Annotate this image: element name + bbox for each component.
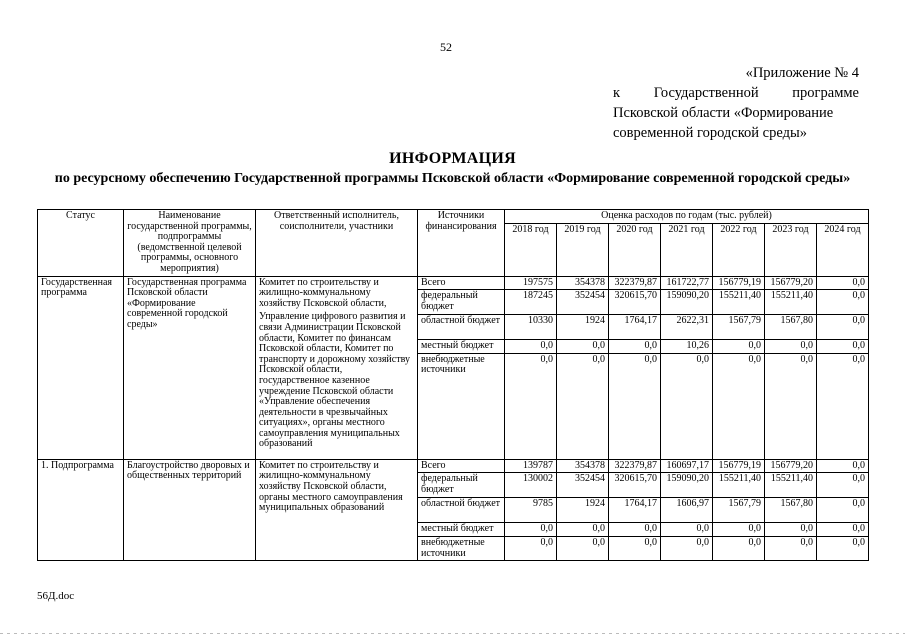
header-year: 2021 год: [661, 223, 713, 276]
appendix-line-2-left: к: [613, 85, 621, 101]
name-cell: Благоустройство дворовых и общественных территорий: [124, 459, 256, 560]
value-cell: 159090,20: [661, 290, 713, 315]
value-cell: 2622,31: [661, 315, 713, 340]
value-cell: 155211,40: [765, 473, 817, 498]
value-cell: 0,0: [609, 353, 661, 459]
value-cell: 0,0: [817, 523, 869, 537]
value-cell: 0,0: [557, 536, 609, 560]
value-cell: 155211,40: [713, 290, 765, 315]
header-row-1: [38, 210, 869, 224]
value-cell: 0,0: [765, 353, 817, 459]
value-cell: 0,0: [505, 353, 557, 459]
source-cell: внебюджетные источники: [418, 353, 505, 459]
value-cell: 0,0: [609, 523, 661, 537]
appendix-block: [613, 63, 859, 143]
value-cell: 1567,79: [713, 498, 765, 523]
appendix-line-2-right: программе: [792, 85, 859, 101]
name-cell: Государственная программа Псковской области «Формирование современной городской среды»: [124, 276, 256, 459]
value-cell: 130002: [505, 473, 557, 498]
header-year: 2018 год: [505, 223, 557, 276]
value-cell: 139787: [505, 459, 557, 473]
appendix-line-2-mid: Государственной: [653, 85, 759, 101]
executor-text: Управление цифрового развития и связи Администрации Псковской области, Комитет по финансам Псковской области, Комитет по транспорту и дорожному хозяйству Псковской области, государственное казенное учреждение Псковской области «Управление обеспечения деятельности в чрезвычайных ситуациях», органы местного самоуправления муниципальных образований: [259, 311, 410, 450]
value-cell: 322379,87: [609, 276, 661, 290]
source-cell: местный бюджет: [418, 523, 505, 537]
value-cell: 0,0: [817, 315, 869, 340]
value-cell: 0,0: [661, 536, 713, 560]
value-cell: 1567,79: [713, 315, 765, 340]
value-cell: 156779,19: [713, 459, 765, 473]
executor-text: Комитет по строительству и жилищно-коммунальному хозяйству Псковской области,: [259, 276, 387, 309]
value-cell: 0,0: [765, 523, 817, 537]
value-cell: 1606,97: [661, 498, 713, 523]
value-cell: 320615,70: [609, 290, 661, 315]
source-cell: Всего: [418, 276, 505, 290]
executor-cell: [256, 276, 418, 459]
value-cell: 354378: [557, 276, 609, 290]
value-cell: 160697,17: [661, 459, 713, 473]
value-cell: 0,0: [505, 340, 557, 354]
status-cell: 1. Подпрограмма: [38, 459, 124, 560]
value-cell: 0,0: [557, 340, 609, 354]
header-year: 2020 год: [609, 223, 661, 276]
value-cell: 161722,77: [661, 276, 713, 290]
scan-artifact-line: [0, 633, 905, 634]
executor-cell: [256, 459, 418, 560]
value-cell: 0,0: [765, 340, 817, 354]
value-cell: 197575: [505, 276, 557, 290]
header-year: 2024 год: [817, 223, 869, 276]
value-cell: 0,0: [817, 290, 869, 315]
value-cell: 156779,19: [713, 276, 765, 290]
value-cell: 156779,20: [765, 276, 817, 290]
page-number: 52: [440, 40, 452, 54]
file-name-footer: 56Д.doc: [37, 590, 75, 602]
value-cell: 0,0: [557, 523, 609, 537]
value-cell: 0,0: [557, 353, 609, 459]
value-cell: 0,0: [765, 536, 817, 560]
value-cell: 0,0: [505, 536, 557, 560]
value-cell: 0,0: [661, 353, 713, 459]
value-cell: 0,0: [609, 340, 661, 354]
source-cell: областной бюджет: [418, 498, 505, 523]
resource-table: [37, 209, 869, 561]
value-cell: 187245: [505, 290, 557, 315]
value-cell: 1924: [557, 315, 609, 340]
appendix-line-4: современной городской среды»: [613, 125, 807, 141]
source-cell: Всего: [418, 459, 505, 473]
appendix-line-3: Псковской области «Формирование: [613, 105, 834, 121]
source-cell: федеральный бюджет: [418, 473, 505, 498]
value-cell: 0,0: [817, 536, 869, 560]
header-name: Наименование государственной программы, подпрограммы (ведомственной целевой программы, основного мероприятия): [124, 210, 256, 277]
title-heading: ИНФОРМАЦИЯ: [389, 150, 516, 167]
value-cell: 0,0: [713, 536, 765, 560]
value-cell: 10,26: [661, 340, 713, 354]
status-cell: Государственная программа: [38, 276, 124, 459]
value-cell: 352454: [557, 290, 609, 315]
value-cell: 0,0: [661, 523, 713, 537]
source-cell: областной бюджет: [418, 315, 505, 340]
value-cell: 0,0: [713, 340, 765, 354]
value-cell: 156779,20: [765, 459, 817, 473]
value-cell: 0,0: [713, 353, 765, 459]
value-cell: 352454: [557, 473, 609, 498]
value-cell: 159090,20: [661, 473, 713, 498]
value-cell: 0,0: [609, 536, 661, 560]
value-cell: 320615,70: [609, 473, 661, 498]
value-cell: 155211,40: [713, 473, 765, 498]
header-sources: Источники финансирования: [418, 210, 505, 277]
header-status: Статус: [38, 210, 124, 277]
value-cell: 322379,87: [609, 459, 661, 473]
header-year: 2022 год: [713, 223, 765, 276]
value-cell: 155211,40: [765, 290, 817, 315]
value-cell: 10330: [505, 315, 557, 340]
document-title: [30, 150, 875, 188]
value-cell: 9785: [505, 498, 557, 523]
source-cell: местный бюджет: [418, 340, 505, 354]
header-executor: Ответственный исполнитель, соисполнители, участники: [256, 210, 418, 277]
value-cell: 0,0: [505, 523, 557, 537]
source-cell: внебюджетные источники: [418, 536, 505, 560]
value-cell: 0,0: [817, 473, 869, 498]
title-subheading: по ресурсному обеспечению Государственной программы Псковской области «Формирование современной городской среды»: [54, 171, 851, 186]
appendix-line-1: «Приложение № 4: [745, 65, 859, 81]
table-row: [38, 459, 869, 473]
value-cell: 0,0: [817, 340, 869, 354]
header-year: 2023 год: [765, 223, 817, 276]
value-cell: 1567,80: [765, 498, 817, 523]
value-cell: 0,0: [817, 276, 869, 290]
executor-text: Комитет по строительству и жилищно-коммунальному хозяйству Псковской области, органы местного самоуправления муниципальных образований: [259, 459, 403, 514]
value-cell: 0,0: [817, 459, 869, 473]
table-row: [38, 276, 869, 290]
value-cell: 1924: [557, 498, 609, 523]
source-cell: федеральный бюджет: [418, 290, 505, 315]
value-cell: 1567,80: [765, 315, 817, 340]
header-year: 2019 год: [557, 223, 609, 276]
header-estimate: Оценка расходов по годам (тыс. рублей): [505, 210, 869, 224]
appendix-line-2: [613, 83, 859, 103]
value-cell: 0,0: [817, 353, 869, 459]
value-cell: 0,0: [817, 498, 869, 523]
value-cell: 1764,17: [609, 498, 661, 523]
value-cell: 1764,17: [609, 315, 661, 340]
value-cell: 0,0: [713, 523, 765, 537]
value-cell: 354378: [557, 459, 609, 473]
